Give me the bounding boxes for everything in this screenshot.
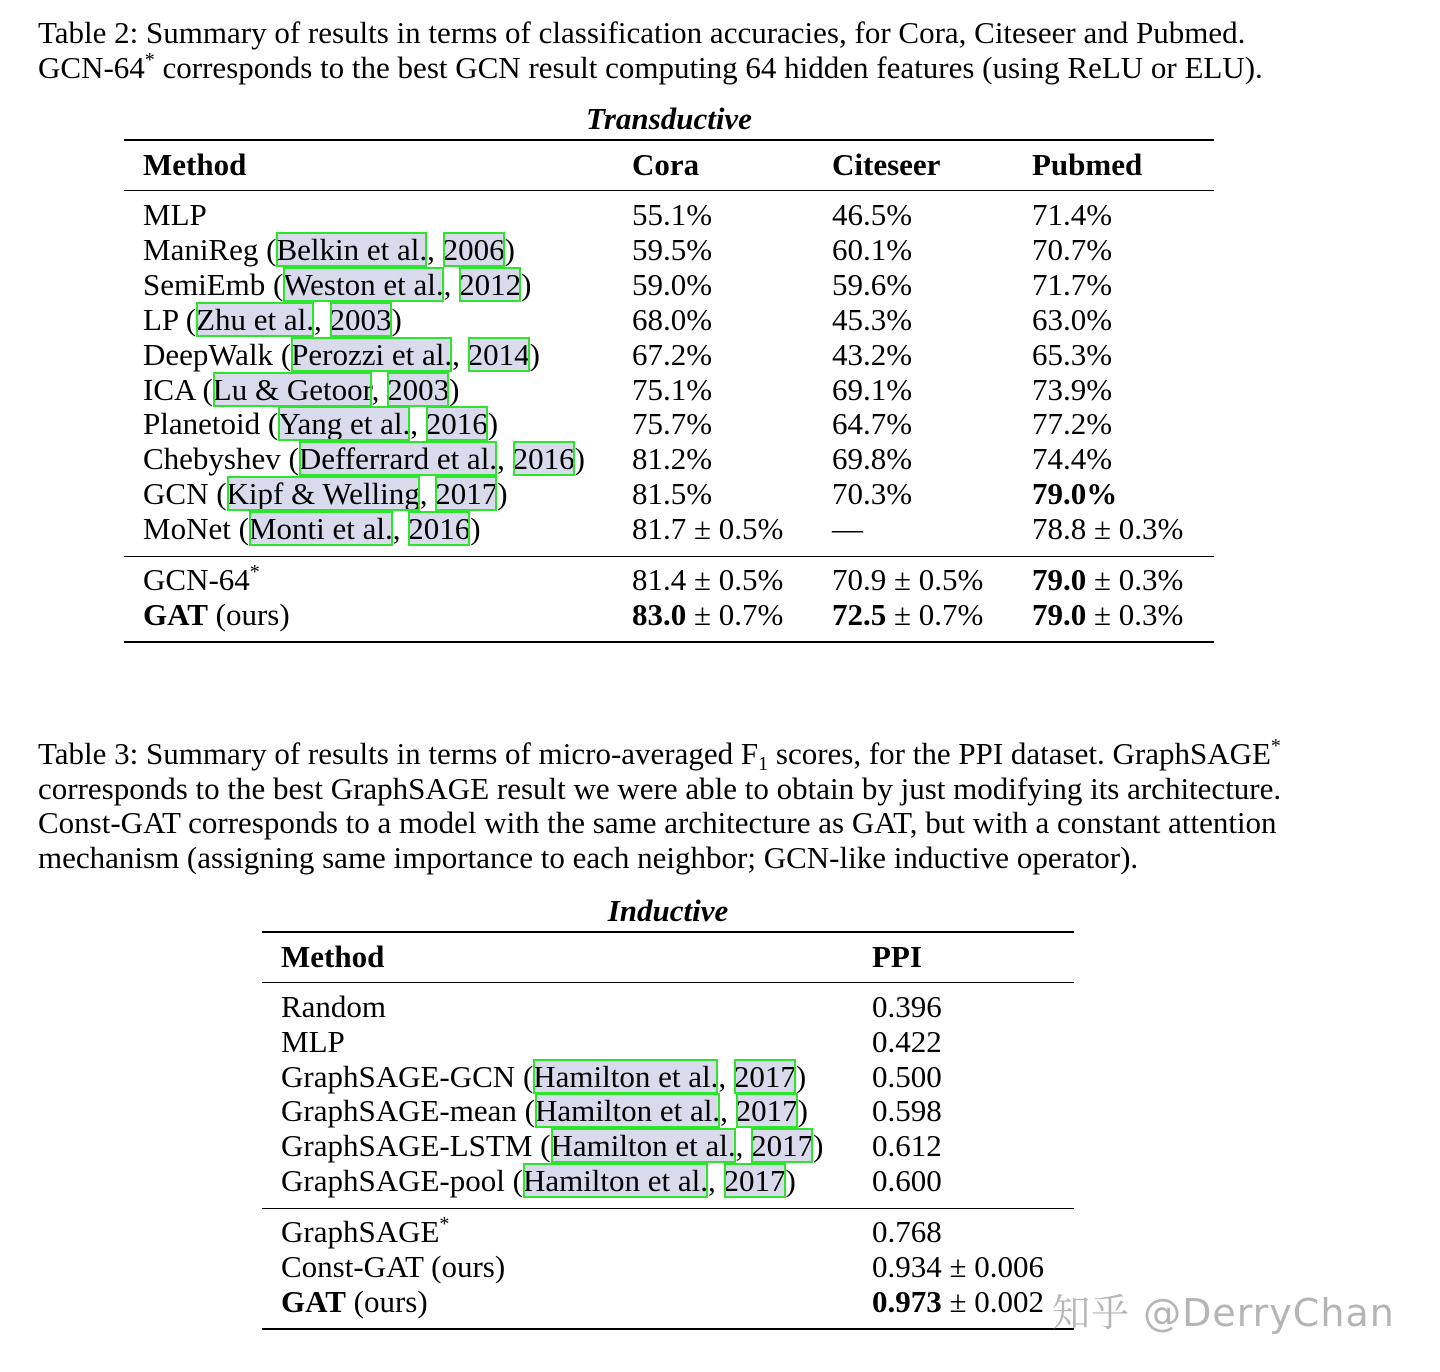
method-cell: MoNet (Monti et al., 2016)	[143, 511, 481, 547]
method-name: (ours)	[207, 597, 290, 632]
method-cell: ICA (Lu & Getoor, 2003)	[143, 371, 460, 407]
method-name: SemiEmb	[143, 266, 266, 302]
cora-value: 81.7 ± 0.5%	[632, 511, 784, 547]
table2-header-rule	[124, 190, 1214, 191]
pubmed-value: 78.8 ± 0.3%	[1032, 511, 1184, 547]
cora-value: 67.2%	[632, 336, 713, 372]
value-pubmed: ± 0.3%	[1086, 597, 1184, 632]
table2-caption: Table 2: Summary of results in terms of classification accuracies, for Cora, Citeseer and Pubmed. GCN-64* corresponds to the best GCN result computing 64 hidden features (using ReLU or ELU).	[38, 15, 1263, 85]
value-cell-ppi	[872, 1214, 942, 1249]
method-cell	[143, 197, 207, 232]
pubmed-value: 71.7%	[1032, 266, 1113, 302]
ppi-value: 0.500	[872, 1058, 942, 1094]
pubmed-value: 71.4%	[1032, 197, 1113, 232]
method-name: DeepWalk	[143, 336, 274, 372]
method-name: ICA	[143, 371, 195, 407]
citation-link[interactable]: Zhu et al.	[196, 301, 315, 337]
ppi-value: 0.396	[872, 989, 942, 1024]
cora-value: 55.1%	[632, 197, 713, 232]
cora-value: 81.2%	[632, 441, 713, 477]
citation-link[interactable]: Perozzi et al.	[291, 336, 453, 372]
cora-value: 75.7%	[632, 406, 713, 442]
value-cell-ppi	[872, 1249, 1044, 1284]
value-cell-citeseer	[832, 562, 983, 597]
citation-year-link[interactable]: 2016	[512, 441, 575, 477]
header-cora: Cora	[632, 147, 700, 182]
table3-header-rule	[262, 982, 1074, 983]
ppi-value: 0.600	[872, 1163, 942, 1198]
citation-year-link[interactable]: 2017	[435, 476, 498, 512]
value-ppi: 0.934 ± 0.006	[872, 1249, 1045, 1284]
method-cell: Chebyshev (Defferrard et al., 2016)	[143, 441, 585, 477]
value-cora: ± 0.7%	[686, 597, 784, 632]
method-name: MoNet	[143, 511, 231, 547]
citation-link[interactable]: Belkin et al.	[276, 231, 428, 267]
method-name: GraphSAGE-pool	[281, 1163, 505, 1198]
value-pubmed: ± 0.3%	[1086, 562, 1184, 597]
value-bold-cora: 83.0	[632, 597, 687, 632]
citeseer-value: —	[832, 511, 863, 547]
method-bold: GAT	[281, 1284, 346, 1319]
citation-link[interactable]: Hamilton et al.	[550, 1128, 736, 1164]
asterisk: *	[249, 561, 260, 583]
table3-mid-rule	[262, 1208, 1074, 1209]
method-cell: ManiReg (Belkin et al., 2006)	[143, 231, 515, 267]
cora-value: 75.1%	[632, 371, 713, 407]
method-name: GraphSAGE-mean	[281, 1093, 517, 1129]
value-cell-citeseer	[832, 597, 983, 632]
value-bold-citeseer: 72.5	[832, 597, 887, 632]
method-cell: SemiEmb (Weston et al., 2012)	[143, 266, 532, 302]
table2-title: Transductive	[586, 101, 752, 136]
method-cell: GraphSAGE-mean (Hamilton et al., 2017)	[281, 1093, 808, 1129]
citation-year-link[interactable]: 2012	[459, 266, 522, 302]
citation-year-link[interactable]: 2003	[329, 301, 392, 337]
citation-year-link[interactable]: 2016	[408, 511, 471, 547]
citeseer-value: 59.6%	[832, 266, 913, 302]
value-cell-cora	[632, 597, 783, 632]
citeseer-value: 70.3%	[832, 476, 913, 512]
header-ppi: PPI	[872, 939, 922, 974]
method-name: Chebyshev	[143, 441, 281, 477]
citation-year-link[interactable]: 2017	[733, 1058, 796, 1094]
cora-value: 59.5%	[632, 231, 713, 267]
cora-value: 81.5%	[632, 476, 713, 512]
header-citeseer: Citeseer	[832, 147, 941, 182]
pubmed-value: 79.0%	[1032, 476, 1118, 512]
watermark: 知乎 @DerryChan	[1052, 1291, 1395, 1335]
pubmed-value: 70.7%	[1032, 231, 1113, 267]
method-name: GraphSAGE-LSTM	[281, 1128, 533, 1164]
citation-link[interactable]: Weston et al.	[283, 266, 444, 302]
value-bold-pubmed: 79.0	[1032, 562, 1087, 597]
method-name: MLP	[143, 197, 207, 232]
method-cell: GraphSAGE-GCN (Hamilton et al., 2017)	[281, 1058, 807, 1094]
pubmed-value: 65.3%	[1032, 336, 1113, 372]
value-bold-pubmed: 79.0	[1032, 597, 1087, 632]
method-cell	[281, 1284, 428, 1319]
ppi-value: 0.422	[872, 1023, 942, 1059]
citation-year-link[interactable]: 2017	[751, 1128, 814, 1164]
value-ppi: ± 0.002	[941, 1284, 1045, 1319]
method-cell	[143, 562, 260, 597]
ppi-value: 0.598	[872, 1093, 942, 1129]
citeseer-value: 69.1%	[832, 371, 913, 407]
method-cell	[281, 1214, 449, 1249]
table3-bottom-rule	[262, 1328, 1074, 1330]
value-cell-pubmed	[1032, 562, 1183, 597]
citation-link[interactable]: Yang et al.	[278, 406, 411, 442]
method-name: ManiReg	[143, 231, 259, 267]
pubmed-value: 74.4%	[1032, 441, 1113, 477]
citation-link[interactable]: Defferrard et al.	[298, 441, 498, 477]
value-citeseer: 70.9 ± 0.5%	[832, 562, 984, 597]
method-name: LP	[143, 301, 179, 337]
header-pubmed: Pubmed	[1032, 147, 1143, 182]
citation-year-link[interactable]: 2017	[723, 1163, 786, 1198]
header-method: Method	[281, 939, 385, 974]
citation-year-link[interactable]: 2003	[387, 371, 450, 407]
citation-link[interactable]: Hamilton et al.	[522, 1163, 709, 1198]
method-cell	[281, 1249, 505, 1284]
method-name: GraphSAGE	[281, 1214, 440, 1249]
citation-year-link[interactable]: 2014	[467, 336, 530, 372]
header-method: Method	[143, 147, 247, 182]
method-bold: GAT	[143, 597, 208, 632]
citation-link[interactable]: Monti et al.	[248, 511, 393, 547]
value-citeseer: ± 0.7%	[886, 597, 984, 632]
method-name: GraphSAGE-GCN	[281, 1058, 516, 1094]
cora-value: 59.0%	[632, 266, 713, 302]
citeseer-value: 43.2%	[832, 336, 913, 372]
method-cell: GraphSAGE-LSTM (Hamilton et al., 2017)	[281, 1128, 824, 1164]
pubmed-value: 63.0%	[1032, 301, 1113, 337]
citation-year-link[interactable]: 2016	[425, 406, 488, 442]
citeseer-value: 46.5%	[832, 197, 913, 232]
table2-bottom-rule	[124, 641, 1214, 643]
method-cell	[281, 1024, 345, 1059]
cora-value: 68.0%	[632, 301, 713, 337]
method-cell: GraphSAGE-pool (Hamilton et al., 2017)	[281, 1163, 796, 1198]
method-name: Const-GAT (ours)	[281, 1249, 506, 1284]
method-name: GCN-64	[143, 562, 250, 597]
method-name: MLP	[281, 1023, 345, 1059]
asterisk: *	[439, 1213, 450, 1235]
citation-link[interactable]: Lu & Getoor	[212, 371, 372, 407]
table3-title: Inductive	[607, 893, 729, 928]
value-cell-pubmed	[1032, 597, 1183, 632]
value-ppi: 0.768	[872, 1214, 942, 1249]
method-cell: DeepWalk (Perozzi et al., 2014)	[143, 336, 540, 372]
value-bold-ppi: 0.973	[872, 1284, 942, 1319]
citation-link[interactable]: Kipf & Welling	[226, 476, 420, 512]
citation-link[interactable]: Hamilton et al.	[534, 1093, 721, 1129]
table2-top-rule	[124, 139, 1214, 141]
method-cell: LP (Zhu et al., 2003)	[143, 301, 402, 337]
citation-year-link[interactable]: 2017	[735, 1093, 798, 1129]
method-name: GCN	[143, 476, 209, 512]
method-name: (ours)	[345, 1284, 428, 1319]
citeseer-value: 64.7%	[832, 406, 913, 442]
method-cell: GCN (Kipf & Welling, 2017)	[143, 476, 508, 512]
citeseer-value: 60.1%	[832, 231, 913, 267]
citeseer-value: 45.3%	[832, 301, 913, 337]
value-cell-cora	[632, 562, 783, 597]
citeseer-value: 69.8%	[832, 441, 913, 477]
method-cell	[143, 597, 290, 632]
table3-caption: Table 3: Summary of results in terms of micro-averaged $F_1$ scores, for the PPI dataset. GraphSAGE* corresponds to the best GraphSAGE result we were able to obtain by just modifying its architecture. Const-GAT corresponds to a model with the same architecture as GAT, but with a constant attention mechanism (assigning same importance to each neighbor; GCN-like inductive operator).	[38, 735, 1282, 875]
table3-top-rule	[262, 931, 1074, 933]
pubmed-value: 77.2%	[1032, 406, 1113, 442]
method-name: Planetoid	[143, 406, 261, 442]
table2-mid-rule	[124, 556, 1214, 557]
method-name: Random	[281, 989, 387, 1024]
citation-link[interactable]: Hamilton et al.	[533, 1058, 719, 1094]
value-cora: 81.4 ± 0.5%	[632, 562, 784, 597]
value-cell-ppi	[872, 1284, 1044, 1319]
method-cell	[281, 989, 386, 1024]
citation-year-link[interactable]: 2006	[442, 231, 505, 267]
method-cell: Planetoid (Yang et al., 2016)	[143, 406, 499, 442]
ppi-value: 0.612	[872, 1128, 942, 1164]
pubmed-value: 73.9%	[1032, 371, 1113, 407]
